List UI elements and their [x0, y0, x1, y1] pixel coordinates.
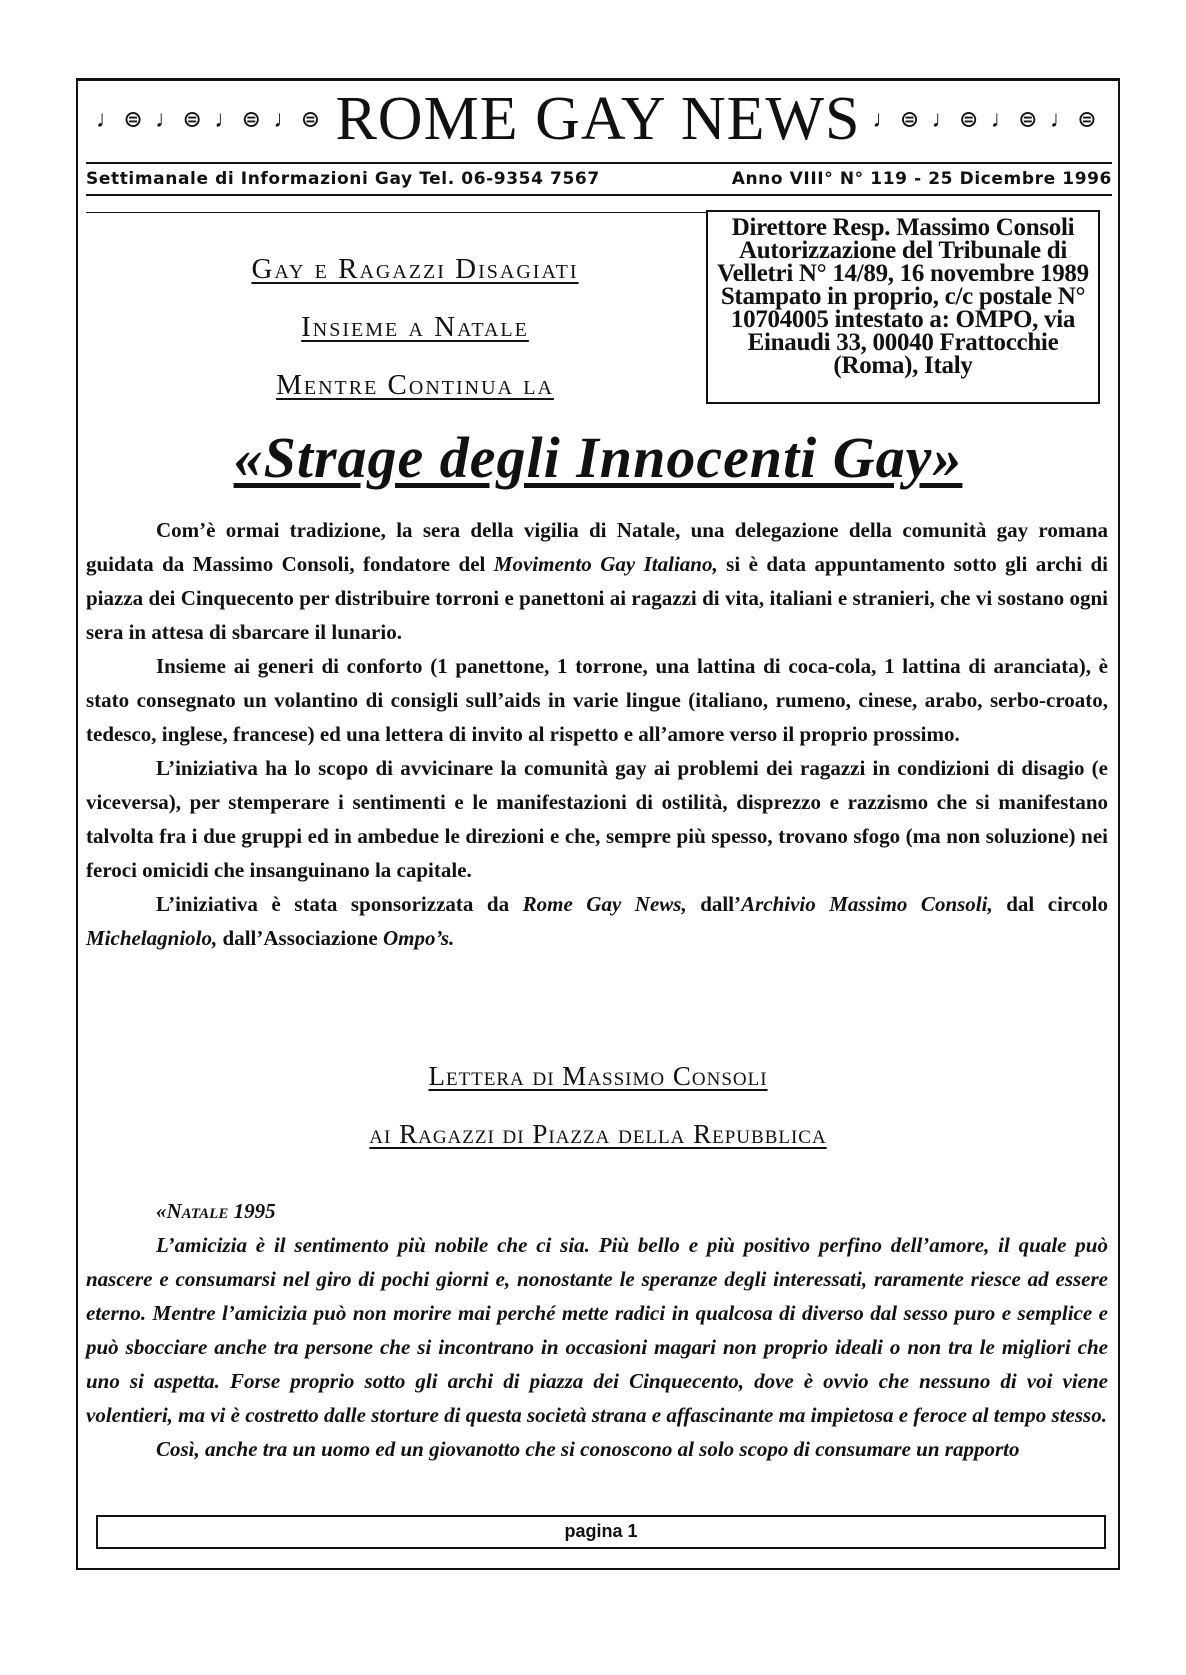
subheader-left: Settimanale di Informazioni Gay Tel. 06-9354 7567 [86, 169, 600, 189]
section-title [86, 1047, 1110, 1163]
ornament-left-icon: ♩⊜ ♩⊜ ♩⊜ ♩⊜ [96, 106, 324, 133]
subheader [86, 162, 1112, 196]
letter-body [86, 1194, 1108, 1466]
main-title: «Strage degli Innocenti Gay» [233, 425, 963, 490]
ornament-right-icon: ♩⊜ ♩⊜ ♩⊜ ♩⊜ [872, 106, 1100, 133]
newspaper-title: ROME GAY NEWS [335, 84, 861, 153]
section-title-line-1: Lettera di Massimo Consoli [428, 1061, 768, 1091]
article-body [86, 513, 1108, 955]
headline-line-3: Mentre Continua la [276, 369, 554, 401]
article-paragraph: Com’è ormai tradizione, la sera della vigilia di Natale, una delegazione della comunità gay romana guidata da Massimo Consoli, fondatore del Movimento Gay Italiano, si è data appuntamento sotto gli archi di piazza dei Cinquecento per distribuire torroni e panettoni ai ragazzi di vita, italiani e stranieri, che vi sostano ogni sera in attesa di sbarcare il lunario. [86, 518, 1108, 644]
article-paragraph: Insieme ai generi di conforto (1 panettone, 1 torrone, una lattina di coca-cola, 1 lattina di aranciata), è stato consegnato un volantino di consigli sull’aids in varie lingue (italiano, rumeno, cinese, arabo, serbo-croato, tedesco, inglese, francese) ed una lettera di invito al rispetto e all’amore verso il proprio prossimo. [86, 654, 1108, 746]
section-title-line-2: ai Ragazzi di Piazza della Repubblica [369, 1119, 827, 1149]
article-paragraph: L’iniziativa è stata sponsorizzata da Rome Gay News, dall’Archivio Massimo Consoli, dal circolo Michelagniolo, dall’Associazione Ompo’s. [86, 892, 1109, 950]
masthead [86, 86, 1110, 152]
headline-line-1: Gay e Ragazzi Disagiati [251, 253, 579, 285]
divider [86, 212, 706, 213]
letter-heading: «Natale 1995 [156, 1199, 276, 1223]
subheader-right: Anno VIII° N° 119 - 25 Dicembre 1996 [731, 169, 1112, 189]
page-footer: pagina 1 [96, 1515, 1106, 1549]
headline-left [130, 240, 700, 414]
publisher-info-box: Direttore Resp. Massimo Consoli Autorizzazione del Tribunale di Velletri N° 14/89, 16 novembre 1989 Stampato in proprio, c/c postale N° 10704005 intestato a: OMPO, via Einaudi 33, 00040 Frattocchie (Roma), Italy [706, 210, 1100, 404]
article-paragraph: L’iniziativa ha lo scopo di avvicinare la comunità gay ai problemi dei ragazzi in condizioni di disagio (e viceversa), per stemperare i sentimenti e le manifestazioni di ostilità, disprezzo e razzismo che si manifestano talvolta fra i due gruppi ed in ambedue le direzioni e che, sempre più spesso, trovano sfogo (ma non soluzione) nei feroci omicidi che insanguinano la capitale. [86, 756, 1108, 882]
letter-paragraph: L’amicizia è il sentimento più nobile che ci sia. Più bello e più positivo perfino dell’amore, il quale può nascere e consumarsi nel giro di pochi giorni e, nonostante le speranze degli interessati, raramente riesce ad essere eterno. Mentre l’amicizia può non morire mai perché mette radici in qualcosa di diverso dal sesso puro e semplice e può sbocciare anche tra persone che si incontrano in occasioni magari non proprio ideali o non tra le migliori che uno si aspetta. Forse proprio sotto gli archi di piazza dei Cinquecento, dove è ovvio che nessuno di voi viene volentieri, ma vi è costretto dalle storture di questa società strana e affascinante ma impietosa e feroce al tempo stesso. [86, 1233, 1108, 1427]
headline-line-2: Insieme a Natale [301, 311, 529, 343]
letter-paragraph: Così, anche tra un uomo ed un giovanotto che si conoscono al solo scopo di consumare un rapporto [156, 1437, 1020, 1461]
